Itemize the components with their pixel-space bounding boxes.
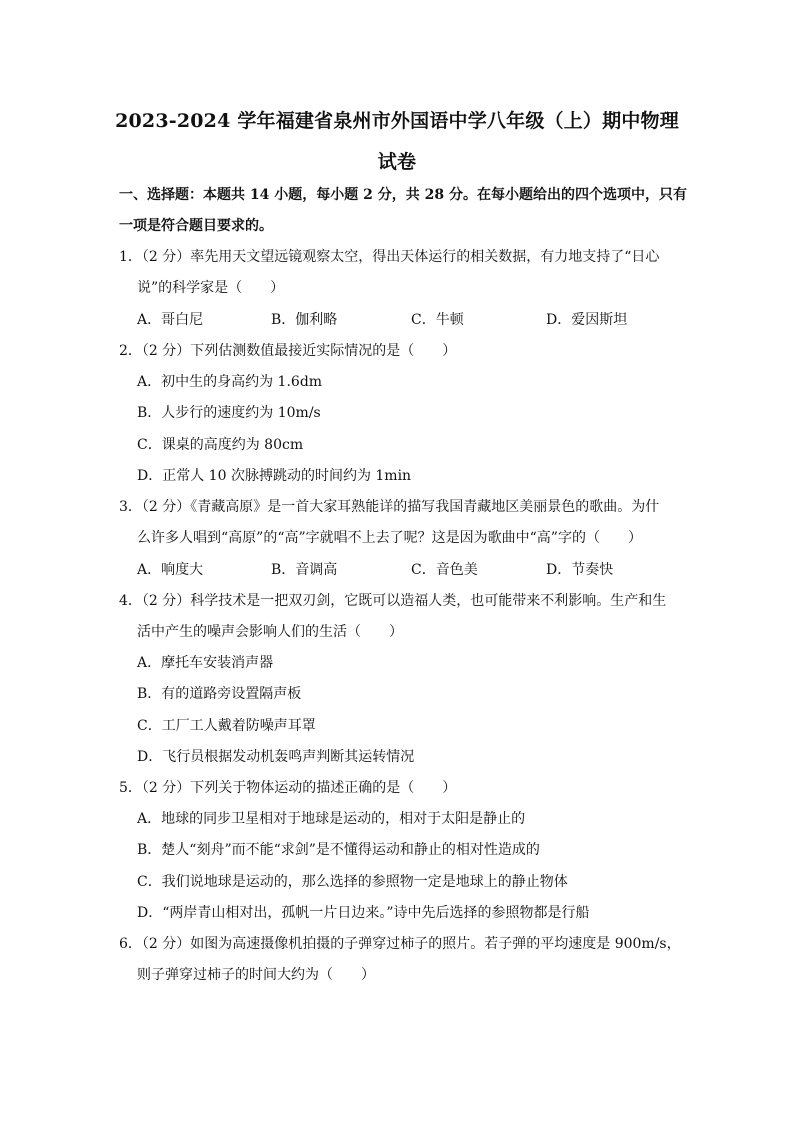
question-3-stem-line1: 3．（2 分）《青藏高原》是一首大家耳熟能详的描写我国青藏地区美丽景色的歌曲。为什 bbox=[119, 499, 660, 515]
exam-title-line1: 2023-2024 学年福建省泉州市外国语中学八年级（上）期中物理 bbox=[115, 110, 679, 132]
question-1-option-c: C．牛顿 bbox=[411, 312, 464, 328]
question-6-stem-line2: 则子弹穿过柿子的时间大约为（ ） bbox=[137, 967, 375, 983]
question-2-option-a: A．初中生的身高约为 1.6dm bbox=[137, 374, 323, 390]
question-1-stem-line2: 说”的科学家是（ ） bbox=[137, 280, 285, 296]
question-5-option-a: A．地球的同步卫星相对于地球是运动的，相对于太阳是静止的 bbox=[137, 811, 526, 827]
question-3-option-d: D．节奏快 bbox=[546, 562, 614, 578]
question-1-option-a: A．哥白尼 bbox=[137, 312, 204, 328]
question-5-stem-line1: 5．（2 分）下列关于物体运动的描述正确的是（ ） bbox=[119, 780, 457, 796]
section-heading-line1: 一、选择题：本题共 14 小题，每小题 2 分，共 28 分。在每小题给出的四个选项中，只有 bbox=[119, 187, 687, 203]
question-2-option-d: D．正常人 10 次脉搏跳动的时间约为 1min bbox=[137, 468, 412, 484]
question-2-option-b: B．人步行的速度约为 10m/s bbox=[137, 405, 321, 421]
question-3-option-a: A．响度大 bbox=[137, 562, 204, 578]
question-1-option-b: B．伽利略 bbox=[271, 312, 338, 328]
question-2-stem-line1: 2．（2 分）下列估测数值最接近实际情况的是（ ） bbox=[119, 343, 457, 359]
question-2-option-c: C．课桌的高度约为 80cm bbox=[137, 437, 304, 453]
question-4-stem-line1: 4．（2 分）科学技术是一把双刃剑，它既可以造福人类，也可能带来不利影响。生产和生 bbox=[119, 593, 667, 609]
question-4-option-a: A．摩托车安装消声器 bbox=[137, 655, 274, 671]
question-3-option-b: B．音调高 bbox=[271, 562, 338, 578]
question-6-stem-line1: 6．（2 分）如图为高速摄像机拍摄的子弹穿过柿子的照片。若子弹的平均速度是 900m/s， bbox=[119, 936, 681, 952]
question-4-option-b: B．有的道路旁设置隔声板 bbox=[137, 686, 302, 702]
question-4-stem-line2: 活中产生的噪声会影响人们的生活（ ） bbox=[137, 624, 403, 640]
question-3-stem-line2: 么许多人唱到“高原”的“高”字就唱不上去了呢？这是因为歌曲中“高”字的（ ） bbox=[137, 530, 642, 546]
question-1-option-d: D．爱因斯坦 bbox=[546, 312, 628, 328]
exam-title-line2: 试卷 bbox=[377, 151, 417, 173]
question-5-option-d: D．“两岸青山相对出，孤帆一片日边来。”诗中先后选择的参照物都是行船 bbox=[137, 905, 590, 921]
question-5-option-c: C．我们说地球是运动的，那么选择的参照物一定是地球上的静止物体 bbox=[137, 874, 568, 890]
question-4-option-d: D．飞行员根据发动机轰鸣声判断其运转情况 bbox=[137, 749, 415, 765]
question-3-option-c: C．音色美 bbox=[411, 562, 478, 578]
question-4-option-c: C．工厂工人戴着防噪声耳罩 bbox=[137, 718, 316, 734]
question-1-stem-line1: 1．（2 分）率先用天文望远镜观察太空，得出天体运行的相关数据，有力地支持了“日心 bbox=[119, 249, 660, 265]
section-heading-line2: 一项是符合题目要求的。 bbox=[119, 218, 273, 234]
question-5-option-b: B．楚人“刻舟”而不能“求剑”是不懂得运动和静止的相对性造成的 bbox=[137, 842, 540, 858]
